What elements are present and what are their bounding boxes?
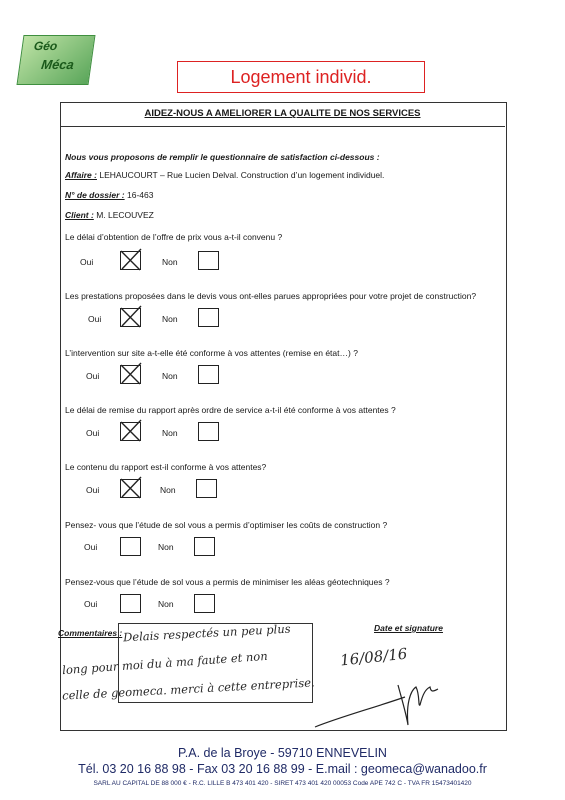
footer-contact: Tél. 03 20 16 88 98 - Fax 03 20 16 88 99 - E.mail : geomeca@wanadoo.fr — [78, 762, 487, 776]
oui-checkbox[interactable] — [120, 251, 141, 270]
non-label: Non — [158, 542, 174, 552]
affaire-label: Affaire : — [65, 170, 97, 180]
non-checkbox[interactable] — [196, 479, 217, 498]
housing-type-badge: Logement individ. — [177, 61, 425, 93]
question-text: Le contenu du rapport est-il conforme à vos attentes? — [65, 462, 267, 472]
oui-label: Oui — [80, 257, 94, 267]
oui-label: Oui — [88, 314, 102, 324]
oui-checkbox[interactable] — [120, 537, 141, 556]
check-cross-icon — [119, 248, 143, 272]
non-checkbox[interactable] — [198, 251, 219, 270]
oui-label: Oui — [84, 599, 98, 609]
affaire-row — [65, 170, 384, 180]
footer-address: P.A. de la Broye - 59710 ENNEVELIN — [178, 746, 387, 760]
check-cross-icon — [119, 419, 143, 443]
client-label: Client : — [65, 210, 94, 220]
oui-label: Oui — [86, 485, 100, 495]
oui-checkbox[interactable] — [120, 365, 141, 384]
company-logo — [16, 35, 95, 85]
non-label: Non — [162, 314, 178, 324]
dossier-row — [65, 190, 153, 200]
non-label: Non — [162, 257, 178, 267]
check-cross-icon — [119, 362, 143, 386]
question-text: Pensez-vous que l’étude de sol vous a permis de minimiser les aléas géotechniques ? — [65, 577, 390, 587]
oui-label: Oui — [86, 428, 100, 438]
client-value: M. LECOUVEZ — [96, 210, 154, 220]
question-text: Le délai d’obtention de l’offre de prix vous a-t-il convenu ? — [65, 232, 283, 242]
client-row — [65, 210, 154, 220]
non-checkbox[interactable] — [194, 594, 215, 613]
non-label: Non — [162, 428, 178, 438]
oui-label: Oui — [86, 371, 100, 381]
dossier-label: N° de dossier : — [65, 190, 125, 200]
date-signature-label: Date et signature — [374, 623, 443, 633]
non-label: Non — [160, 485, 176, 495]
non-label: Non — [162, 371, 178, 381]
form-title: AIDEZ-NOUS A AMELIORER LA QUALITE DE NOS SERVICES — [144, 108, 421, 119]
question-text: Les prestations proposées dans le devis vous ont-elles parues appropriées pour votre projet de construction? — [65, 291, 477, 301]
footer-legal: SARL AU CAPITAL DE 88 000 € - R.C. LILLE B 473 401 420 - SIRET 473 401 420 00053 Code APE 742 C - TVA FR 15473401420 — [93, 780, 472, 787]
non-label: Non — [158, 599, 174, 609]
question-text: Le délai de remise du rapport après ordre de service a-t-il été conforme à vos attentes ? — [65, 405, 396, 415]
comment-line: Delais respectés un peu plus — [122, 621, 291, 645]
question-text: L’intervention sur site a-t-elle été conforme à vos attentes (remise en état…) ? — [65, 348, 358, 358]
oui-checkbox[interactable] — [120, 422, 141, 441]
comment-line: celle de geomeca. merci à cette entreprise. — [61, 675, 315, 703]
logo-text-line2: Méca — [40, 57, 75, 72]
non-checkbox[interactable] — [194, 537, 215, 556]
affaire-value: LEHAUCOURT – Rue Lucien Delval. Construction d’un logement individuel. — [99, 170, 385, 180]
question-text: Pensez- vous que l’étude de sol vous a permis d’optimiser les coûts de construction ? — [65, 520, 388, 530]
non-checkbox[interactable] — [198, 422, 219, 441]
non-checkbox[interactable] — [198, 308, 219, 327]
oui-checkbox[interactable] — [120, 594, 141, 613]
intro-text: Nous vous proposons de remplir le questionnaire de satisfaction ci-dessous : — [65, 152, 380, 162]
check-cross-icon — [119, 476, 143, 500]
dossier-value: 16-463 — [126, 190, 154, 200]
check-cross-icon — [119, 305, 143, 329]
oui-checkbox[interactable] — [120, 479, 141, 498]
logo-text-line1: Géo — [32, 39, 59, 53]
signature-date: 16/08/16 — [339, 644, 409, 670]
signature-mark — [310, 665, 460, 735]
oui-checkbox[interactable] — [120, 308, 141, 327]
non-checkbox[interactable] — [198, 365, 219, 384]
comment-line: long pour moi du à ma faute et non — [61, 648, 269, 678]
oui-label: Oui — [84, 542, 98, 552]
comments-label: Commentaires : — [58, 628, 123, 638]
